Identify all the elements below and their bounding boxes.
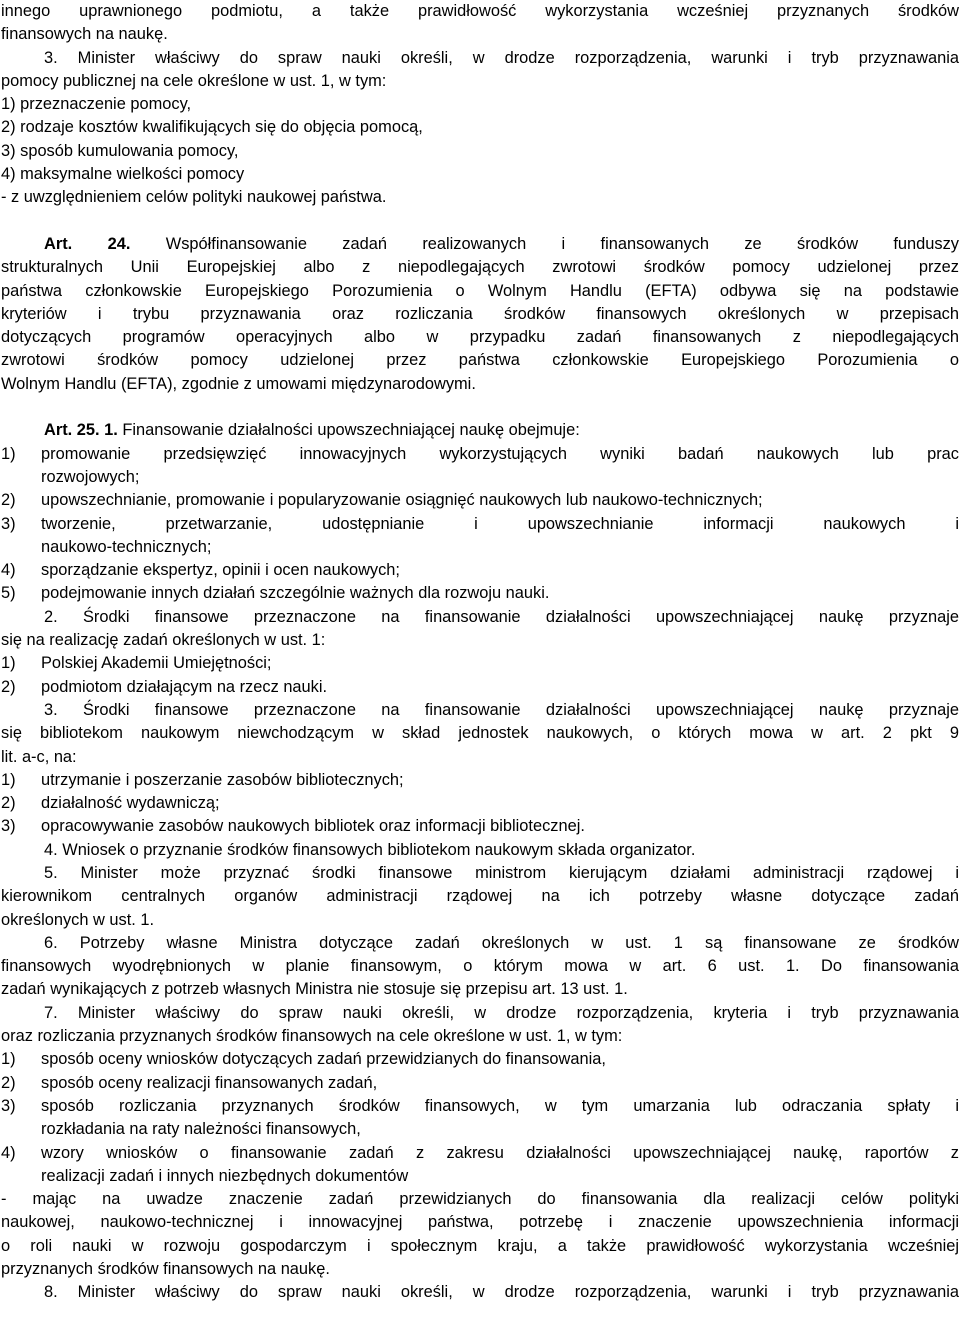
line-text: sposób oceny realizacji finansowanych zadań, [41, 1073, 378, 1092]
list-item [1, 1072, 959, 1095]
line-text: Współfinansowanie zadań realizowanych i finansowanych ze środków funduszy [130, 234, 959, 253]
line-text: wzory wniosków o finansowanie zadań z zakresu działalności upowszechniającej naukę, raportów z [41, 1143, 959, 1162]
text-line [1, 699, 959, 722]
line-text: sposób oceny wniosków dotyczących zadań przewidzianych do finansowania, [41, 1050, 606, 1069]
text-line [1, 1025, 959, 1048]
text-line [1, 163, 959, 186]
text-line [1, 116, 959, 139]
line-text: zwrotowi środków pomocy udzielonej przez państwa członkowskie Europejskiego Porozumienia o [1, 351, 959, 370]
list-number: 1) [1, 770, 16, 789]
list-item [1, 1142, 959, 1165]
line-text: zadań wynikających z potrzeb własnych Ministra nie stosuje się przepisu art. 13 ust. 1. [1, 980, 628, 999]
article-number: Art. 25. 1. [44, 421, 118, 440]
list-number: 1) [1, 654, 16, 673]
text-line [1, 955, 959, 978]
line-text: 3. Minister właściwy do spraw nauki określi, w drodze rozporządzenia, warunki i tryb przyznawania [44, 48, 959, 67]
line-text: sposób rozliczania przyznanych środków finansowych, w tym umarzania lub odraczania spłaty i [41, 1096, 959, 1115]
list-number: 4) [1, 1143, 16, 1162]
text-line [1, 629, 959, 652]
text-line [1, 1002, 959, 1025]
text-line [1, 326, 959, 349]
list-item [1, 676, 959, 699]
line-text: podmiotom działającym na rzecz nauki. [41, 677, 328, 696]
line-text: państwa członkowskie Europejskiego Porozumienia o Wolnym Handlu (EFTA) odbywa się na podstawie [1, 281, 959, 300]
line-text: innego uprawnionego podmiotu, a także prawidłowość wykorzystania wcześniej przyznanych środków [1, 2, 959, 20]
line-text: Wolnym Handlu (EFTA), zgodnie z umowami międzynarodowymi. [1, 374, 476, 393]
text-line [1, 536, 959, 559]
text-line [1, 1281, 959, 1304]
text-line [1, 862, 959, 885]
line-text: 1) przeznaczenie pomocy, [1, 95, 192, 114]
paragraph-gap [1, 396, 959, 419]
list-item [1, 815, 959, 838]
list-item [1, 792, 959, 815]
text-line [1, 280, 959, 303]
line-text: lit. a-c, na: [1, 747, 77, 766]
list-number: 3) [1, 1096, 16, 1115]
line-text: Polskiej Akademii Umiejętności; [41, 654, 272, 673]
text-line [1, 1188, 959, 1211]
list-number: 1) [1, 444, 16, 463]
text-line [1, 70, 959, 93]
line-text: 5. Minister może przyznać środki finansowe ministrom kierującym działami administracji rządowej i [44, 863, 959, 882]
line-text: 2. Środki finansowe przeznaczone na finansowanie działalności upowszechniającej naukę przyznaje [44, 607, 959, 626]
list-number: 4) [1, 561, 16, 580]
line-text: przyznanych środków finansowych na naukę. [1, 1260, 330, 1279]
line-text: naukowej, naukowo-technicznej i innowacyjnej państwa, potrzebę i znaczenie upowszechnienia informacji [1, 1213, 959, 1232]
line-text: realizacji zadań i innych niezbędnych dokumentów [41, 1166, 409, 1185]
line-text: kryteriów i trybu przyznawania oraz rozliczania środków finansowych określonych w przepisach [1, 304, 959, 323]
text-line [1, 1118, 959, 1141]
list-number: 2) [1, 1073, 16, 1092]
list-item [1, 1048, 959, 1071]
article-heading-line [1, 233, 959, 256]
line-text: 3. Środki finansowe przeznaczone na finansowanie działalności upowszechniającej naukę przyznaje [44, 700, 959, 719]
line-text: o roli nauki w rozwoju gospodarczym i społecznym kraju, a także prawidłowość wykorzystania wcześniej [1, 1236, 959, 1255]
line-text: podejmowanie innych działań szczególnie ważnych dla rozwoju nauki. [41, 584, 550, 603]
line-text: 7. Minister właściwy do spraw nauki określi, w drodze rozporządzenia, kryteria i tryb przyznawania [44, 1003, 959, 1022]
text-line [1, 47, 959, 70]
line-text: - z uwzględnieniem celów polityki naukowej państwa. [1, 188, 387, 207]
line-text: pomocy publicznej na cele określone w ust. 1, w tym: [1, 71, 387, 90]
list-item [1, 582, 959, 605]
line-text: się bibliotekom naukowym niewchodzącym w skład jednostek naukowych, o których mowa w art. 2 pkt 9 [1, 724, 959, 743]
text-line [1, 186, 959, 209]
line-text: finansowych wyodrębnionych w planie finansowym, o którym mowa w art. 6 ust. 1. Do finansowania [1, 957, 959, 976]
list-number: 3) [1, 817, 16, 836]
list-item [1, 559, 959, 582]
line-text: promowanie przedsięwzięć innowacyjnych wykorzystujących wyniki badań naukowych lub prac [41, 444, 959, 463]
line-text: określonych w ust. 1. [1, 910, 155, 929]
text-line [1, 1211, 959, 1234]
article-heading-line [1, 419, 959, 442]
line-text: działalność wydawniczą; [41, 794, 220, 813]
text-line [1, 466, 959, 489]
text-line [1, 23, 959, 46]
line-text: Finansowanie działalności upowszechniającej naukę obejmuje: [117, 421, 580, 440]
line-text: rozwojowych; [41, 467, 140, 486]
line-text: rozkładania na raty należności finansowych, [41, 1120, 361, 1139]
text-line [1, 349, 959, 372]
text-line [1, 373, 959, 396]
line-text: 8. Minister właściwy do spraw nauki określi, w drodze rozporządzenia, warunki i tryb przyznawania [44, 1283, 959, 1302]
line-text: finansowych na naukę. [1, 25, 168, 44]
list-item [1, 1095, 959, 1118]
text-line [1, 885, 959, 908]
paragraph-gap [1, 210, 959, 233]
line-text: upowszechnianie, promowanie i popularyzowanie osiągnięć naukowych lub naukowo-technicznych; [41, 491, 763, 510]
text-line [1, 932, 959, 955]
line-text: strukturalnych Unii Europejskiej albo z niepodlegających zwrotowi środków pomocy udzielonej przez [1, 258, 959, 277]
list-number: 2) [1, 677, 16, 696]
list-item [1, 443, 959, 466]
list-number: 1) [1, 1050, 16, 1069]
list-item [1, 489, 959, 512]
text-line [1, 303, 959, 326]
line-text: 4. Wniosek o przyznanie środków finansowych bibliotekom naukowym składa organizator. [44, 840, 696, 859]
text-line [1, 1165, 959, 1188]
text-line [1, 1258, 959, 1281]
list-item [1, 652, 959, 675]
text-line [1, 0, 959, 23]
line-text: 3) sposób kumulowania pomocy, [1, 141, 239, 160]
list-number: 5) [1, 584, 16, 603]
line-text: sporządzanie ekspertyz, opinii i ocen naukowych; [41, 561, 400, 580]
line-text: tworzenie, przetwarzanie, udostępnianie i upowszechnianie informacji naukowych i [41, 514, 959, 533]
list-item [1, 513, 959, 536]
text-line [1, 839, 959, 862]
text-line [1, 93, 959, 116]
article-number: Art. 24. [44, 234, 131, 253]
line-text: dotyczących programów operacyjnych albo w przypadku zadań finansowanych z niepodlegających [1, 328, 959, 347]
text-line [1, 909, 959, 932]
list-number: 2) [1, 794, 16, 813]
line-text: 6. Potrzeby własne Ministra dotyczące zadań określonych w ust. 1 są finansowane ze środków [44, 933, 959, 952]
text-line [1, 1235, 959, 1258]
line-text: 4) maksymalne wielkości pomocy [1, 165, 245, 184]
list-number: 3) [1, 514, 16, 533]
text-line [1, 256, 959, 279]
list-item [1, 769, 959, 792]
text-line [1, 722, 959, 745]
text-line [1, 746, 959, 769]
line-text: 2) rodzaje kosztów kwalifikujących się do objęcia pomocą, [1, 118, 423, 137]
line-text: kierownikom centralnych organów administracji rządowej na ich potrzeby własne dotyczące zadań [1, 887, 959, 906]
line-text: utrzymanie i poszerzanie zasobów bibliotecznych; [41, 770, 404, 789]
text-line [1, 140, 959, 163]
line-text: naukowo-technicznych; [41, 537, 212, 556]
line-text: opracowywanie zasobów naukowych bibliotek oraz informacji bibliotecznej. [41, 817, 585, 836]
text-line [1, 978, 959, 1001]
list-number: 2) [1, 491, 16, 510]
line-text: się na realizację zadań określonych w ust. 1: [1, 631, 326, 650]
text-line [1, 606, 959, 629]
line-text: oraz rozliczania przyznanych środków finansowych na cele określone w ust. 1, w tym: [1, 1027, 623, 1046]
line-text: - mając na uwadze znaczenie zadań przewidzianych do finansowania dla realizacji celów polityki [1, 1190, 959, 1209]
